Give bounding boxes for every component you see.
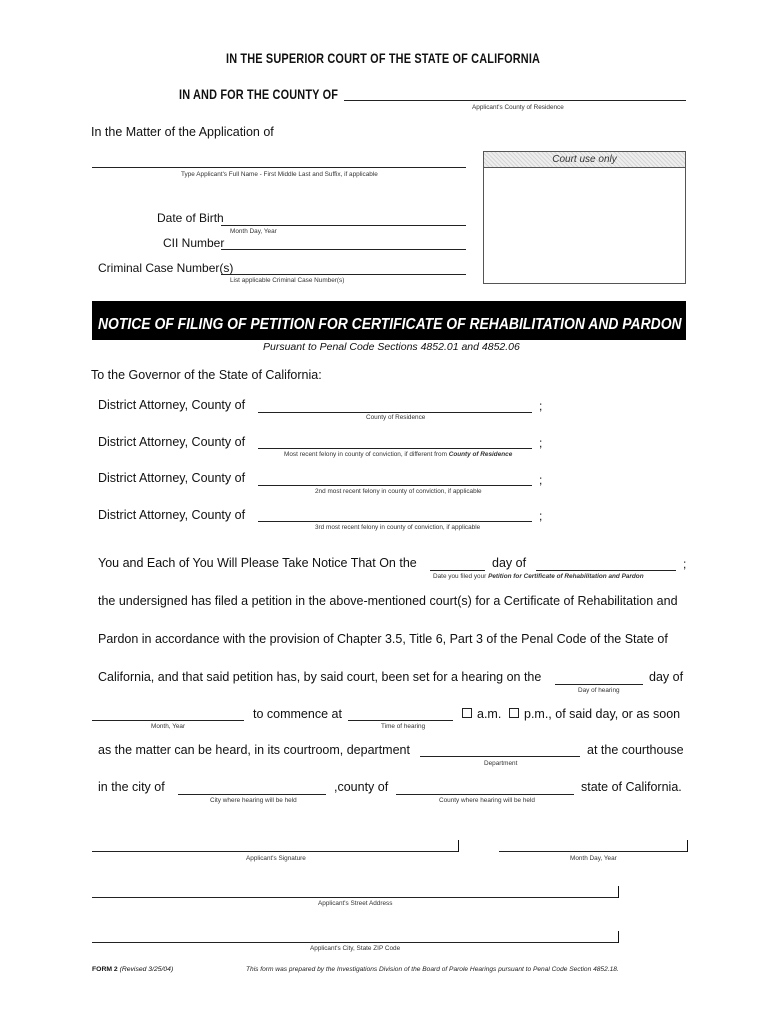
notice-subtitle: Pursuant to Penal Code Sections 4852.01 and 4852.06 xyxy=(263,341,520,353)
hearing-day-field[interactable] xyxy=(555,684,643,685)
hearing-city-field[interactable] xyxy=(178,794,326,795)
semicolon-1: ; xyxy=(539,399,543,413)
semicolon-3: ; xyxy=(539,473,543,487)
courthouse-label: at the courthouse xyxy=(587,743,684,757)
da-county-field-3[interactable] xyxy=(258,485,532,486)
signature-date-field[interactable] xyxy=(499,851,687,852)
semicolon-4: ; xyxy=(539,509,543,523)
case-number-field[interactable] xyxy=(221,274,466,275)
applicant-name-field[interactable] xyxy=(92,167,466,168)
governor-line: To the Governor of the State of California: xyxy=(91,368,322,382)
city-field-end xyxy=(618,931,619,943)
hearing-day-caption: Day of hearing xyxy=(578,687,620,694)
filed-caption xyxy=(433,573,644,580)
signature-field-end xyxy=(458,840,459,852)
case-number-label: Criminal Case Number(s) xyxy=(98,261,234,275)
da-caption-1: County of Residence xyxy=(366,414,426,421)
matter-label: In the Matter of the Application of xyxy=(91,125,274,139)
da-label-3: District Attorney, County of xyxy=(98,471,246,485)
city-state-zip-caption: Applicant's City, State ZIP Code xyxy=(310,945,401,952)
county-of-label: ,county of xyxy=(334,780,389,794)
county-hearing-caption: County where hearing will be held xyxy=(439,797,535,804)
signature-date-caption: Month Day, Year xyxy=(570,855,617,862)
county-caption: Applicant's County of Residence xyxy=(472,104,564,111)
dob-label: Date of Birth xyxy=(157,211,224,225)
county-field[interactable] xyxy=(344,100,686,101)
signature-field[interactable] xyxy=(92,851,459,852)
city-state-zip-field[interactable] xyxy=(92,942,618,943)
da-label-2: District Attorney, County of xyxy=(98,435,246,449)
filed-caption-text: Date you filed your xyxy=(433,573,487,580)
body-line-4: California, and that said petition has, by said court, been set for a hearing on the xyxy=(98,670,542,684)
court-use-box xyxy=(483,151,686,284)
month-year-caption: Month, Year xyxy=(151,723,186,730)
filed-caption-bold: Petition for Certificate of Rehabilitation and Pardon xyxy=(488,573,644,580)
county-title: IN AND FOR THE COUNTY OF xyxy=(179,86,339,102)
date-field-end xyxy=(687,840,688,852)
form-revised: (Revised 3/25/04) xyxy=(119,966,174,973)
hearing-month-year-field[interactable] xyxy=(92,720,244,721)
street-field-end xyxy=(618,886,619,898)
da-caption-2-bold: County of Residence xyxy=(448,451,513,458)
cii-label: CII Number xyxy=(163,236,225,250)
da-caption-2-text: Most recent felony in county of conviction, if different from xyxy=(284,451,447,458)
city-label: in the city of xyxy=(98,780,165,794)
da-county-field-4[interactable] xyxy=(258,521,532,522)
court-title: IN THE SUPERIOR COURT OF THE STATE OF CALIFORNIA xyxy=(226,50,541,66)
day-of-label: day of xyxy=(492,556,527,570)
dob-field[interactable] xyxy=(221,225,466,226)
time-caption: Time of hearing xyxy=(381,723,426,730)
da-caption-4: 3rd most recent felony in county of conviction, if applicable xyxy=(315,524,481,531)
court-use-label: Court use only xyxy=(484,152,685,168)
body-line-6: as the matter can be heard, in its courtroom, department xyxy=(98,743,410,757)
hearing-time-field[interactable] xyxy=(348,720,453,721)
semicolon-2: ; xyxy=(539,436,543,450)
commence-label: to commence at xyxy=(253,707,342,721)
footer-note: This form was prepared by the Investigations Division of the Board of Parole Hearings pursuant to Penal Code Section 4852.18. xyxy=(246,966,619,973)
da-county-field-1[interactable] xyxy=(258,412,532,413)
state-label: state of California. xyxy=(581,780,682,794)
hearing-county-field[interactable] xyxy=(396,794,574,795)
am-checkbox[interactable] xyxy=(462,708,472,718)
dob-caption: Month Day, Year xyxy=(230,228,277,235)
case-number-caption: List applicable Criminal Case Number(s) xyxy=(230,277,345,284)
applicant-name-caption: Type Applicant's Full Name - First Middle Last and Suffix, if applicable xyxy=(181,171,378,178)
filed-day-field[interactable] xyxy=(430,570,485,571)
day-of-label-2: day of xyxy=(649,670,684,684)
street-caption: Applicant's Street Address xyxy=(318,900,393,907)
form-id xyxy=(92,966,173,973)
am-label: a.m. xyxy=(477,707,502,721)
da-label-1: District Attorney, County of xyxy=(98,398,246,412)
pm-label: p.m., of said day, or as soon xyxy=(524,707,681,721)
street-address-field[interactable] xyxy=(92,897,618,898)
body-line-2: the undersigned has filed a petition in the above-mentioned court(s) for a Certificate of Rehabilitation and xyxy=(98,594,678,608)
cii-field[interactable] xyxy=(221,249,466,250)
semicolon-5: ; xyxy=(683,557,687,571)
pm-checkbox[interactable] xyxy=(509,708,519,718)
da-caption-3: 2nd most recent felony in county of conviction, if applicable xyxy=(315,488,482,495)
notice-title: NOTICE OF FILING OF PETITION FOR CERTIFICATE OF REHABILITATION AND PARDON xyxy=(98,316,682,333)
department-field[interactable] xyxy=(420,756,580,757)
da-county-field-2[interactable] xyxy=(258,448,532,449)
notice-banner xyxy=(92,301,686,340)
da-caption-2 xyxy=(284,451,512,458)
city-caption: City where hearing will be held xyxy=(210,797,297,804)
signature-caption: Applicant's Signature xyxy=(246,855,306,862)
notice-line: You and Each of You Will Please Take Notice That On the xyxy=(98,556,417,570)
department-caption: Department xyxy=(484,760,518,767)
form-number: FORM 2 xyxy=(92,966,118,973)
da-label-4: District Attorney, County of xyxy=(98,508,246,522)
filed-month-field[interactable] xyxy=(536,570,676,571)
body-line-3: Pardon in accordance with the provision of Chapter 3.5, Title 6, Part 3 of the Penal Code of the State of xyxy=(98,632,668,646)
